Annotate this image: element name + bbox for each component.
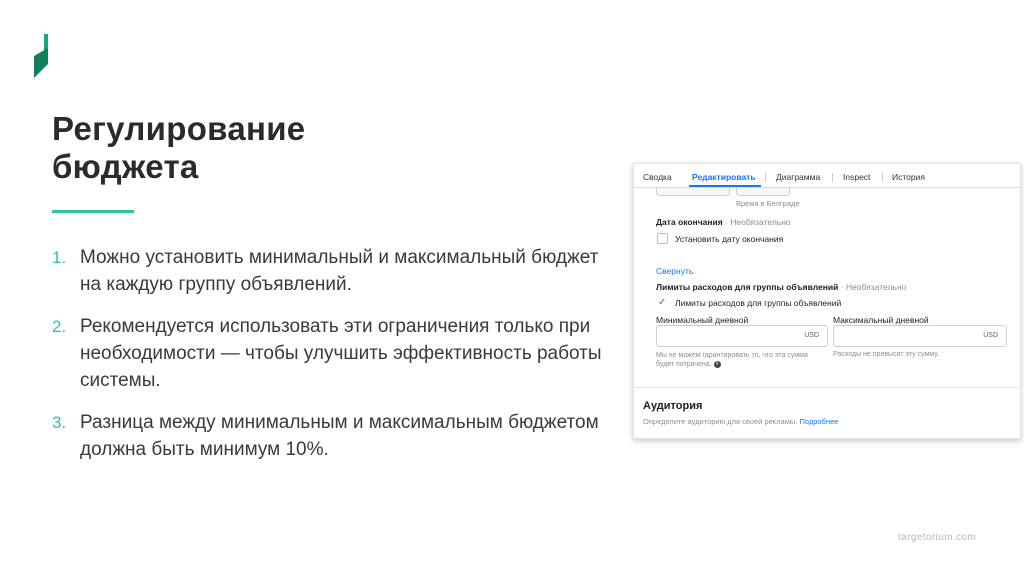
end-date-optional: · Необязательно (725, 217, 791, 227)
min-daily-note-text: Мы не можем гарантировать то, что эта сумма будет потрачена. (656, 352, 808, 368)
end-date-checkbox[interactable] (657, 233, 668, 244)
min-daily-note (656, 351, 821, 369)
end-date-heading (656, 217, 791, 227)
tab-separator (832, 173, 833, 182)
list-item-number: 3. (52, 413, 67, 432)
title-accent-divider (52, 210, 134, 213)
end-date-checkbox-label[interactable]: Установить дату окончания (675, 234, 784, 244)
max-daily-label: Максимальный дневной (833, 315, 929, 325)
list-item-number: 1. (52, 248, 67, 267)
tab-summary[interactable]: Сводка (643, 172, 672, 182)
slide-title (52, 110, 305, 186)
list-item (52, 409, 612, 463)
list-item-text: Можно установить минимальный и максимальный бюджет на каждую группу объявлений. (80, 247, 599, 295)
tab-edit[interactable]: Редактировать (692, 172, 756, 182)
tab-history[interactable]: История (892, 172, 925, 182)
max-daily-input[interactable] (833, 325, 1007, 347)
max-daily-note: Расходы не превысят эту сумму. (833, 351, 940, 358)
tab-separator (882, 173, 883, 182)
ads-manager-screenshot (633, 163, 1021, 439)
spend-limits-label: Лимиты расходов для группы объявлений (656, 282, 839, 292)
slide-title-line-2: бюджета (52, 148, 199, 185)
spend-limits-checkbox-label[interactable]: Лимиты расходов для группы объявлений (675, 298, 842, 308)
end-date-label: Дата окончания (656, 217, 723, 227)
section-divider (634, 387, 1020, 388)
site-watermark: targetorium.com (898, 532, 977, 543)
tab-separator (765, 173, 766, 182)
bullet-list (52, 244, 612, 478)
audience-description-text: Определите аудиторию для своей рекламы. (643, 417, 798, 426)
learn-more-link[interactable]: Подробнее (799, 417, 839, 426)
audience-description (643, 417, 838, 426)
active-tab-indicator (689, 185, 761, 187)
list-item-text: Рекомендуется использовать эти ограничения только при необходимости — чтобы улучшить эффективность работы системы. (80, 316, 602, 391)
currency-label: USD (804, 332, 819, 339)
timezone-note: Время в Белграде (736, 199, 800, 208)
currency-label: USD (983, 332, 998, 339)
editor-tab-bar (634, 164, 1020, 188)
list-item (52, 313, 612, 394)
min-daily-input[interactable] (656, 325, 828, 347)
list-item-number: 2. (52, 317, 67, 336)
checkmark-icon[interactable]: ✓ (658, 297, 667, 308)
slide-title-line-1: Регулирование (52, 110, 306, 147)
brand-logo-icon (34, 34, 52, 78)
list-item-text: Разница между минимальным и максимальным бюджетом должна быть минимум 10%. (80, 412, 599, 460)
list-item (52, 244, 612, 298)
min-daily-label: Минимальный дневной (656, 315, 749, 325)
tab-chart[interactable]: Диаграмма (776, 172, 821, 182)
audience-title: Аудитория (643, 400, 703, 412)
tab-inspect[interactable]: Inspect (843, 172, 871, 182)
collapse-link[interactable]: Свернуть (656, 266, 694, 276)
info-icon[interactable]: i (714, 361, 721, 368)
spend-limits-optional: · Необязательно (840, 282, 907, 292)
spend-limits-heading (656, 282, 906, 292)
